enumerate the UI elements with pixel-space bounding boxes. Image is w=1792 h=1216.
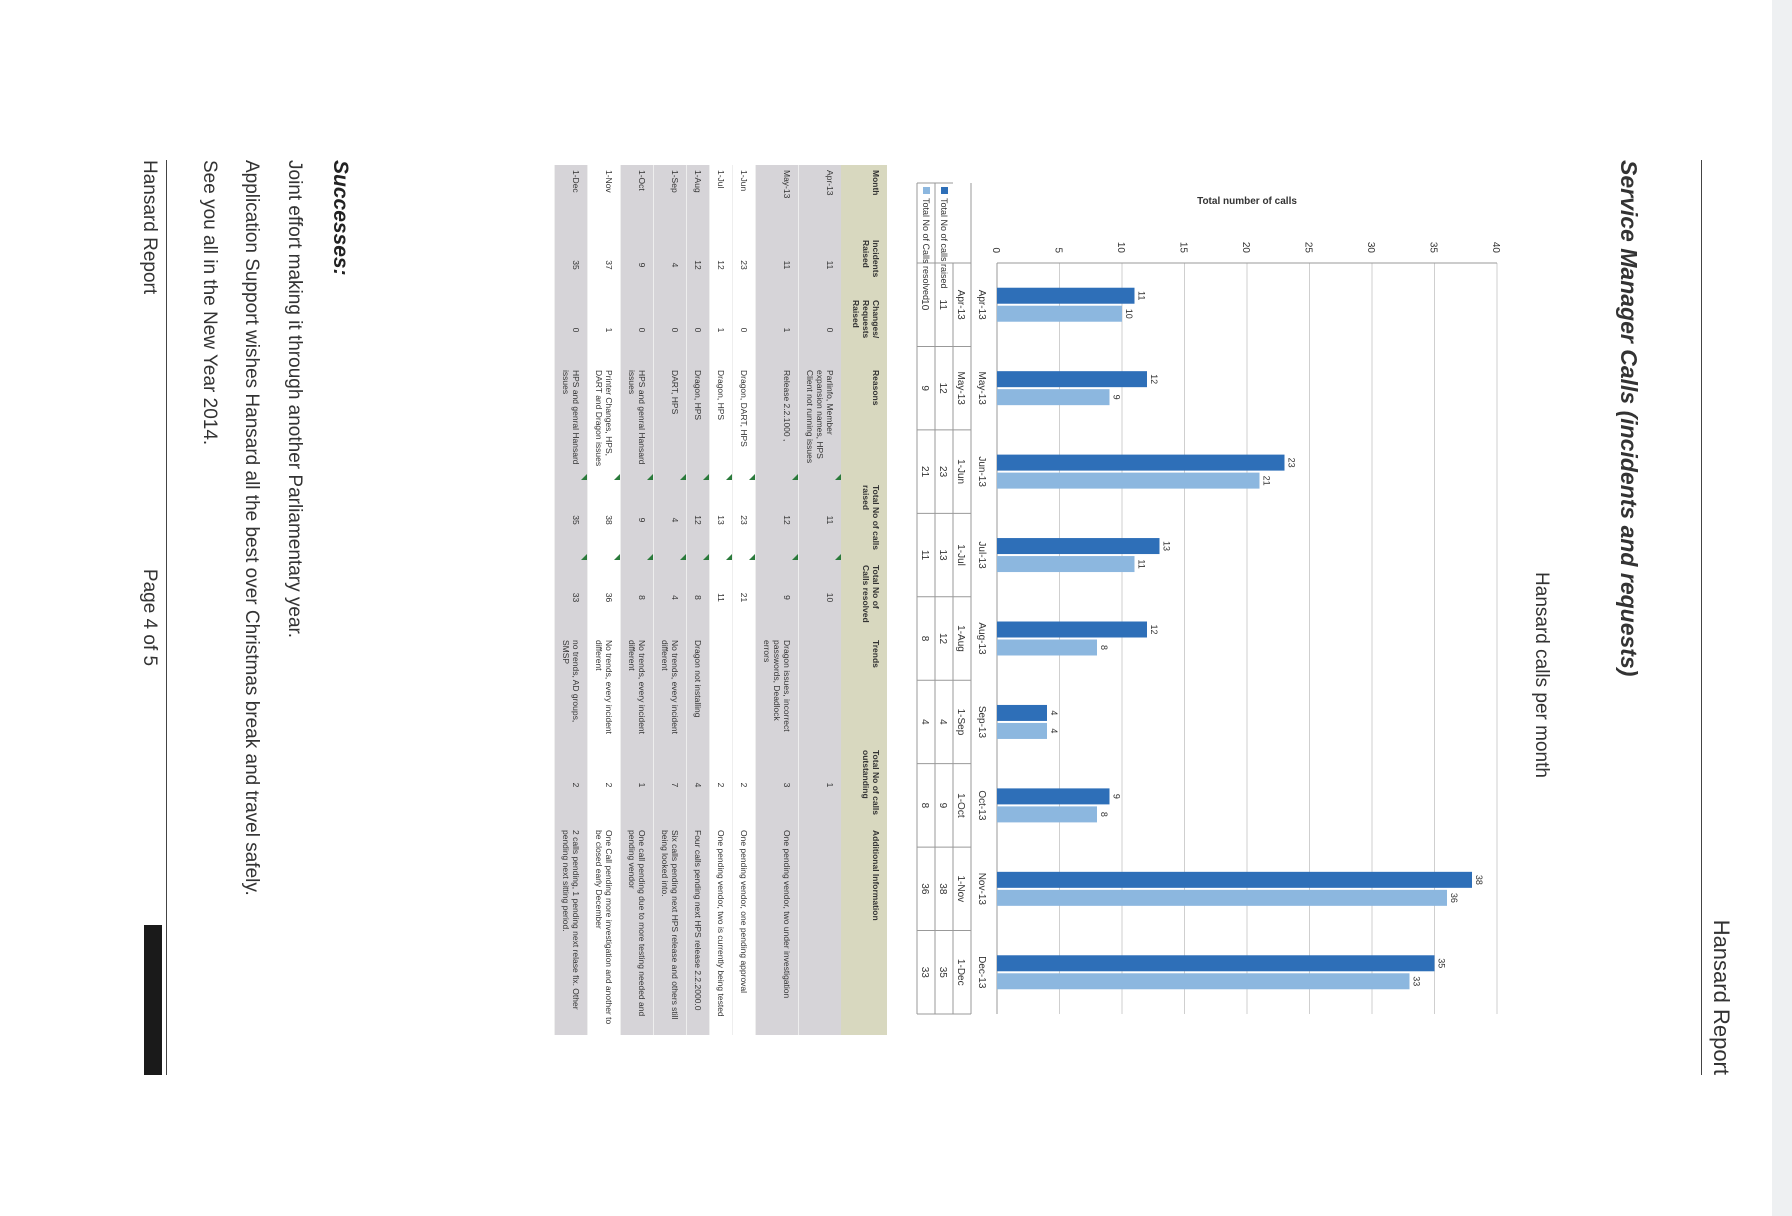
table-row bbox=[687, 165, 710, 1035]
bar-resolved bbox=[997, 973, 1410, 989]
data-table-value: 8 bbox=[919, 802, 930, 809]
cell-month: 1-Sep bbox=[654, 165, 687, 235]
cell-additional-info: One Call pending more investigation and another to be closed early December bbox=[588, 825, 621, 1035]
cell-reasons: Release 2.2.1000 , bbox=[756, 365, 799, 480]
bar-raised bbox=[997, 872, 1472, 888]
data-table-value: 21 bbox=[919, 466, 930, 478]
successes-line-1: Joint effort making it through another Parliamentary year. bbox=[284, 160, 305, 639]
bar-value-label: 9 bbox=[1111, 793, 1122, 799]
bar-value-label: 10 bbox=[1124, 308, 1134, 319]
chart-title: Hansard calls per month bbox=[1531, 572, 1552, 778]
bar-raised bbox=[997, 288, 1135, 304]
table-row bbox=[588, 165, 621, 1035]
cell-incidents-raised: 35 bbox=[555, 235, 588, 295]
cell-trends: no trends, AD groups, SMSP bbox=[555, 635, 588, 745]
data-table-header: 1-Sep bbox=[955, 708, 966, 736]
y-tick-label: 15 bbox=[1177, 241, 1189, 253]
cell-total-outstanding: 7 bbox=[654, 745, 687, 825]
data-table-value: 11 bbox=[937, 299, 948, 310]
data-table-header: 1-Aug bbox=[955, 625, 966, 652]
cell-total-raised: 11 bbox=[799, 480, 842, 560]
cell-total-outstanding: 2 bbox=[710, 745, 733, 825]
cell-reasons: Parlinfo, Member expansion names, HPS Client not running issues bbox=[799, 365, 842, 480]
cell-changes-requests: 0 bbox=[687, 295, 710, 365]
data-table-value: 12 bbox=[937, 382, 948, 394]
cell-trends bbox=[733, 635, 756, 745]
page-number: Page 4 of 5 bbox=[139, 568, 160, 667]
cell-total-resolved: 8 bbox=[621, 560, 654, 635]
cell-reasons: Dragon, DART, HPS bbox=[733, 365, 756, 480]
cell-reasons: DART, HPS bbox=[654, 365, 687, 480]
cell-total-outstanding: 1 bbox=[799, 745, 842, 825]
header-reasons: Reasons bbox=[841, 365, 887, 480]
header-changes-requests: Changes/ Requests Raised bbox=[841, 295, 887, 365]
cell-total-raised: 38 bbox=[588, 480, 621, 560]
cell-total-resolved: 4 bbox=[654, 560, 687, 635]
bar-value-label: 23 bbox=[1286, 457, 1297, 468]
cell-changes-requests: 0 bbox=[555, 295, 588, 365]
successes-heading: Successes: bbox=[329, 160, 352, 276]
cell-trends: No trends, every incident different bbox=[588, 635, 621, 745]
cell-trends: Dragon issues, incorrect passwords, Deadlock errors bbox=[756, 635, 799, 745]
cell-month: 1-Jun bbox=[733, 165, 756, 235]
bar-raised bbox=[997, 371, 1147, 387]
bar-value-label: 11 bbox=[1136, 559, 1147, 569]
legend-swatch bbox=[923, 187, 930, 194]
data-table-value: 38 bbox=[937, 883, 948, 895]
cell-changes-requests: 1 bbox=[710, 295, 733, 365]
page-footer bbox=[138, 160, 167, 1075]
cell-month: 1-Oct bbox=[621, 165, 654, 235]
cell-trends bbox=[799, 635, 842, 745]
bar-raised bbox=[997, 538, 1160, 554]
bar-value-label: 38 bbox=[1474, 874, 1484, 885]
successes-line-3: See you all in the New Year 2014. bbox=[199, 160, 220, 446]
cell-month: 1-Aug bbox=[687, 165, 710, 235]
table-header-row bbox=[841, 165, 887, 1035]
data-table-value: 9 bbox=[937, 802, 948, 809]
data-table-value: 4 bbox=[937, 719, 948, 725]
section-title: Service Manager Calls (incidents and requests) bbox=[1616, 160, 1642, 677]
x-category-label: Apr-13 bbox=[976, 289, 987, 320]
cell-changes-requests: 0 bbox=[654, 295, 687, 365]
data-table-value: 33 bbox=[919, 966, 930, 978]
cell-total-raised: 35 bbox=[555, 480, 588, 560]
cell-total-resolved: 33 bbox=[555, 560, 588, 635]
x-category-label: Jul-13 bbox=[976, 541, 987, 569]
cell-changes-requests: 0 bbox=[733, 295, 756, 365]
cell-changes-requests: 0 bbox=[621, 295, 654, 365]
cell-additional-info: One pending vendor, two is currently being tested bbox=[710, 825, 733, 1035]
bar-value-label: 8 bbox=[1099, 644, 1109, 651]
y-tick-label: 25 bbox=[1302, 241, 1314, 253]
y-tick-label: 5 bbox=[1052, 247, 1064, 253]
cell-trends: No trends, every incident different bbox=[654, 635, 687, 745]
header-additional-info: Additional Information bbox=[841, 825, 887, 1035]
cell-trends: Dragon not installing bbox=[687, 635, 710, 745]
bar-value-label: 36 bbox=[1449, 892, 1459, 903]
table-row bbox=[710, 165, 733, 1035]
table-row bbox=[756, 165, 799, 1035]
cell-total-raised: 9 bbox=[621, 480, 654, 560]
cell-month: 1-Jul bbox=[710, 165, 733, 235]
calls-table-wrapper bbox=[554, 165, 887, 1035]
header-trends: Trends bbox=[841, 635, 887, 745]
data-table-header: May-13 bbox=[955, 371, 966, 405]
cell-reasons: Dragon, HPS bbox=[687, 365, 710, 480]
cell-trends bbox=[710, 635, 733, 745]
cell-month: May-13 bbox=[756, 165, 799, 235]
cell-total-resolved: 11 bbox=[710, 560, 733, 635]
bar-resolved bbox=[997, 306, 1122, 322]
cell-total-outstanding: 2 bbox=[588, 745, 621, 825]
bar-value-label: 21 bbox=[1261, 475, 1272, 486]
cell-reasons: Dragon, HPS bbox=[710, 365, 733, 480]
calls-bar-chart bbox=[867, 178, 1557, 1034]
bar-value-label: 4 bbox=[1049, 728, 1059, 734]
cell-incidents-raised: 4 bbox=[654, 235, 687, 295]
redaction-block bbox=[144, 925, 162, 1075]
data-table-value: 8 bbox=[919, 635, 930, 642]
data-table-header: 1-Nov bbox=[955, 875, 966, 903]
data-table-header: 1-Jun bbox=[955, 459, 966, 485]
bar-value-label: 4 bbox=[1049, 710, 1059, 716]
cell-total-raised: 12 bbox=[687, 480, 710, 560]
cell-total-raised: 12 bbox=[756, 480, 799, 560]
cell-reasons: Printer Changes, HPS, DART and Dragon issues bbox=[588, 365, 621, 480]
cell-total-outstanding: 3 bbox=[756, 745, 799, 825]
bar-raised bbox=[997, 622, 1147, 638]
legend-swatch bbox=[941, 187, 948, 194]
bar-raised bbox=[997, 455, 1285, 471]
calls-table bbox=[554, 165, 887, 1035]
table-row bbox=[555, 165, 588, 1035]
x-category-label: Jun-13 bbox=[976, 456, 987, 487]
bar-value-label: 35 bbox=[1436, 958, 1447, 969]
bar-raised bbox=[997, 788, 1110, 804]
cell-total-resolved: 9 bbox=[756, 560, 799, 635]
bar-value-label: 33 bbox=[1411, 976, 1422, 987]
data-table-header: Apr-13 bbox=[955, 289, 966, 320]
cell-total-outstanding: 1 bbox=[621, 745, 654, 825]
y-axis-title: Total number of calls bbox=[1197, 196, 1297, 207]
cell-incidents-raised: 12 bbox=[710, 235, 733, 295]
cell-reasons: HPS and genral Hansard issues bbox=[621, 365, 654, 480]
footer-report-name: Hansard Report bbox=[139, 160, 160, 295]
successes-line-2: Application Support wishes Hansard all the best over Christmas break and travel safely. bbox=[241, 160, 262, 896]
scan-edge bbox=[1772, 0, 1792, 1216]
bar-value-label: 11 bbox=[1136, 291, 1147, 301]
x-category-label: Dec-13 bbox=[976, 956, 987, 989]
bar-resolved bbox=[997, 473, 1260, 489]
cell-total-raised: 4 bbox=[654, 480, 687, 560]
bar-value-label: 13 bbox=[1161, 541, 1172, 552]
legend-label: Total No of Calls resolved bbox=[921, 198, 931, 301]
cell-additional-info bbox=[799, 825, 842, 1035]
data-table-value: 4 bbox=[919, 719, 930, 725]
x-category-label: Nov-13 bbox=[976, 872, 987, 905]
data-table-header: 1-Oct bbox=[955, 793, 966, 818]
cell-month: 1-Dec bbox=[555, 165, 588, 235]
page-header: Hansard Report bbox=[1701, 160, 1734, 1075]
cell-total-resolved: 8 bbox=[687, 560, 710, 635]
cell-additional-info: One call pending due to more testing needed and pending vendor bbox=[621, 825, 654, 1035]
cell-incidents-raised: 12 bbox=[687, 235, 710, 295]
data-table-header: 1-Jul bbox=[955, 544, 966, 566]
cell-incidents-raised: 23 bbox=[733, 235, 756, 295]
data-table-value: 10 bbox=[919, 299, 930, 311]
data-table-value: 35 bbox=[937, 966, 948, 978]
bar-resolved bbox=[997, 389, 1110, 405]
legend-label: Total No of calls raised bbox=[939, 198, 949, 289]
cell-incidents-raised: 9 bbox=[621, 235, 654, 295]
cell-changes-requests: 1 bbox=[588, 295, 621, 365]
cell-changes-requests: 1 bbox=[756, 295, 799, 365]
bar-raised bbox=[997, 955, 1435, 971]
bar-value-label: 12 bbox=[1149, 374, 1159, 385]
table-row bbox=[621, 165, 654, 1035]
cell-total-raised: 13 bbox=[710, 480, 733, 560]
cell-reasons: HPS and genral Hansard issues bbox=[555, 365, 588, 480]
cell-total-outstanding: 2 bbox=[733, 745, 756, 825]
data-table-value: 9 bbox=[919, 385, 930, 391]
y-tick-label: 10 bbox=[1115, 241, 1126, 253]
bar-value-label: 12 bbox=[1149, 624, 1159, 635]
header-month: Month bbox=[841, 165, 887, 235]
bar-value-label: 9 bbox=[1111, 394, 1122, 400]
cell-month: 1-Nov bbox=[588, 165, 621, 235]
bar-resolved bbox=[997, 890, 1447, 906]
bar-resolved bbox=[997, 640, 1097, 656]
data-table-value: 12 bbox=[937, 632, 948, 645]
data-table-value: 36 bbox=[919, 883, 930, 895]
table-row bbox=[733, 165, 756, 1035]
data-table-value: 13 bbox=[937, 549, 948, 561]
cell-changes-requests: 0 bbox=[799, 295, 842, 365]
y-tick-label: 35 bbox=[1427, 241, 1439, 253]
cell-incidents-raised: 11 bbox=[756, 235, 799, 295]
header-total-outstanding: Total No of calls outstanding bbox=[841, 745, 887, 825]
header-incidents-raised: Incidents Raised bbox=[841, 235, 887, 295]
data-table-header: 1-Dec bbox=[955, 958, 966, 986]
y-tick-label: 0 bbox=[990, 247, 1001, 253]
x-category-label: Oct-13 bbox=[976, 790, 987, 821]
bar-raised bbox=[997, 705, 1047, 721]
cell-total-resolved: 21 bbox=[733, 560, 756, 635]
cell-additional-info: Six calls pending next HPS release and others still being looked into. bbox=[654, 825, 687, 1035]
cell-total-resolved: 10 bbox=[799, 560, 842, 635]
cell-additional-info: One pending vendor, two under investigation bbox=[756, 825, 799, 1035]
cell-additional-info: One pending vendor, one pending approval bbox=[733, 825, 756, 1035]
x-category-label: Sep-13 bbox=[976, 705, 987, 739]
x-category-label: Aug-13 bbox=[976, 622, 987, 655]
cell-total-outstanding: 4 bbox=[687, 745, 710, 825]
cell-additional-info: Four calls pending next HPS release 2.2.2000.0 bbox=[687, 825, 710, 1035]
bar-value-label: 8 bbox=[1099, 811, 1109, 817]
bar-resolved bbox=[997, 556, 1135, 572]
y-tick-label: 40 bbox=[1490, 241, 1501, 253]
data-table-value: 11 bbox=[919, 549, 930, 561]
bar-resolved bbox=[997, 806, 1097, 822]
cell-month: Apr-13 bbox=[799, 165, 842, 235]
y-tick-label: 30 bbox=[1365, 241, 1376, 253]
cell-additional-info: 2 calls pending, 1 pending next relase fix. Other pending next sitting period. bbox=[555, 825, 588, 1035]
cell-incidents-raised: 37 bbox=[588, 235, 621, 295]
cell-total-raised: 23 bbox=[733, 480, 756, 560]
cell-total-resolved: 36 bbox=[588, 560, 621, 635]
cell-total-outstanding: 2 bbox=[555, 745, 588, 825]
x-category-label: May-13 bbox=[976, 371, 987, 405]
y-tick-label: 20 bbox=[1240, 241, 1251, 253]
cell-incidents-raised: 11 bbox=[799, 235, 842, 295]
data-table-value: 23 bbox=[937, 466, 948, 478]
table-row bbox=[799, 165, 842, 1035]
cell-trends: No trends, every incident different bbox=[621, 635, 654, 745]
table-row bbox=[654, 165, 687, 1035]
bar-resolved bbox=[997, 723, 1047, 739]
header-total-resolved: Total No of Calls resolved bbox=[841, 560, 887, 635]
header-total-raised: Total No of calls raised bbox=[841, 480, 887, 560]
